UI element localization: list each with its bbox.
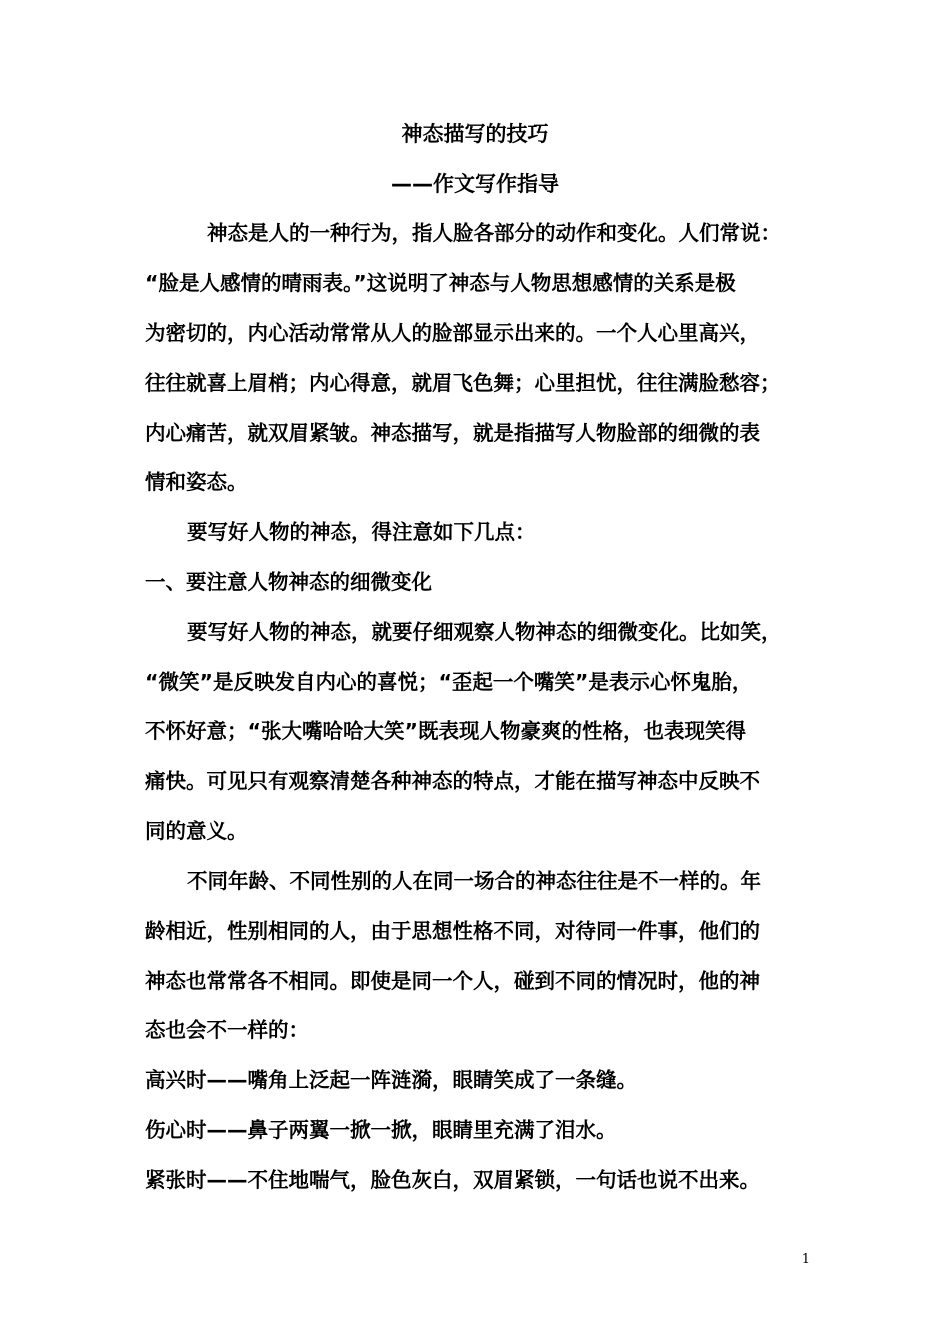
text-line: 为密切的，内心活动常常从人的脸部显示出来的。一个人心里高兴， — [145, 321, 760, 345]
text-line: 龄相近，性别相同的人，由于思想性格不同，对待同一件事，他们的 — [145, 919, 760, 943]
text-line: 痛快。可见只有观察清楚各种神态的特点，才能在描写神态中反映不 — [145, 769, 760, 793]
text-line: “脸是人感情的晴雨表。”这说明了神态与人物思想感情的关系是极 — [145, 271, 736, 295]
text-line: 神态是人的一种行为，指人脸各部分的动作和变化。人们常说： — [207, 221, 781, 245]
text-line: 内心痛苦，就双眉紧皱。神态描写，就是指描写人物脸部的细微的表 — [145, 421, 760, 445]
text-line: 要写好人物的神态，就要仔细观察人物神态的细微变化。比如笑， — [187, 620, 782, 644]
text-line: 神态也常常各不相同。即使是同一个人，碰到不同的情况时，他的神 — [145, 969, 760, 993]
page-number: 1 — [801, 1252, 810, 1267]
text-line: 不同年龄、不同性别的人在同一场合的神态往往是不一样的。年 — [187, 869, 761, 893]
text-line: 高兴时——嘴角上泛起一阵涟漪，眼睛笑成了一条缝。 — [145, 1068, 637, 1092]
text-line: 不怀好意；“张大嘴哈哈大笑”既表现人物豪爽的性格，也表现笑得 — [145, 719, 746, 743]
text-line: 伤心时——鼻子两翼一掀一掀，眼睛里充满了泪水。 — [145, 1118, 617, 1142]
text-line: 同的意义。 — [145, 819, 248, 843]
text-line: 情和姿态。 — [145, 470, 248, 494]
text-line: 往往就喜上眉梢；内心得意，就眉飞色舞；心里担忧，往往满脸愁容； — [145, 371, 781, 395]
text-line: 要写好人物的神态，得注意如下几点： — [187, 520, 536, 544]
text-line: “微笑”是反映发自内心的喜悦；“歪起一个嘴笑”是表示心怀鬼胎， — [145, 670, 753, 694]
page-title: 神态描写的技巧 — [401, 122, 549, 146]
text-line: 紧张时——不住地喘气，脸色灰白，双眉紧锁，一句话也说不出来。 — [145, 1168, 760, 1192]
text-line: 态也会不一样的： — [145, 1018, 309, 1042]
page-subtitle: ——作文写作指导 — [391, 172, 559, 196]
section-heading: 一、要注意人物神态的细微变化 — [145, 570, 432, 594]
